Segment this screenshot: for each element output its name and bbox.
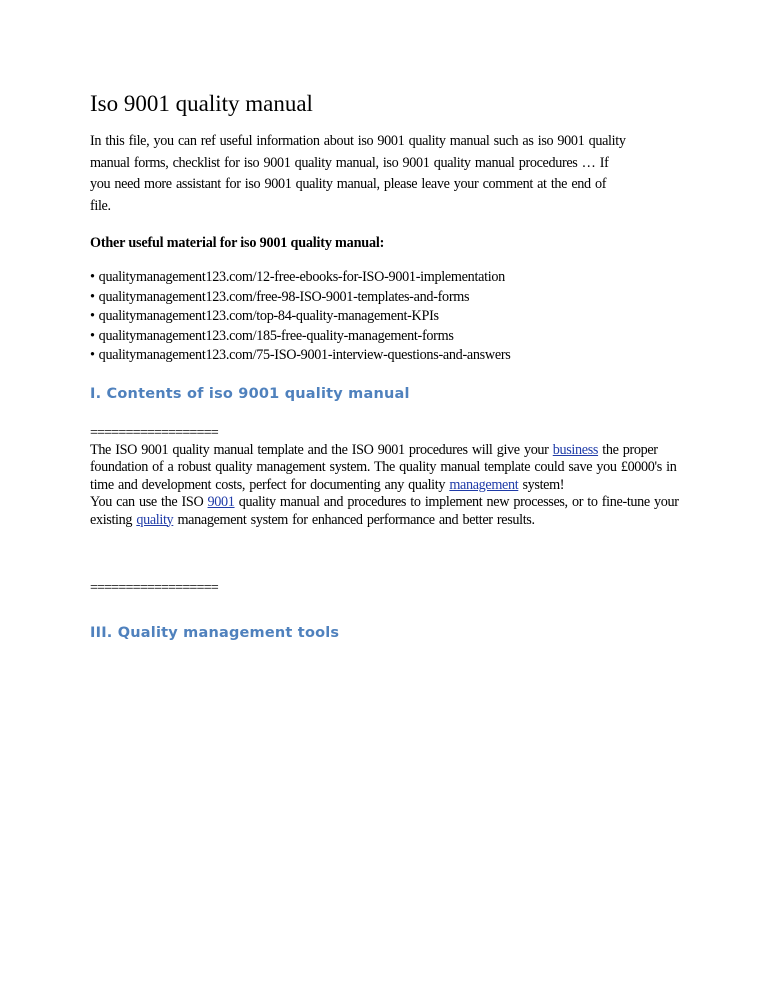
iso-9001-link[interactable]: 9001 (207, 494, 235, 510)
separator-rule: ================== (90, 424, 218, 441)
bullet-icon: • (90, 327, 95, 344)
paragraph-text: You can use the ISO (90, 494, 208, 510)
list-item (90, 327, 690, 347)
link-text: qualitymanagement123.com/free-98-ISO-9001-templates-and-forms (98, 288, 470, 305)
bullet-icon: • (90, 269, 95, 285)
template-paragraph (90, 442, 690, 495)
paragraph-text: The ISO 9001 quality manual template and the ISO 9001 procedures will give your (90, 441, 553, 458)
useful-links-list (90, 268, 690, 366)
quality-link[interactable]: quality (136, 511, 174, 528)
separator-rule: ================== (90, 580, 218, 596)
list-item (90, 307, 690, 327)
section-heading-tools: III. Quality management tools (90, 625, 340, 641)
intro-line-3: you need more assistant for iso 9001 quality manual, please leave your comment at the end of (90, 176, 607, 192)
paragraph-text: management system for enhanced performance and better results. (173, 511, 535, 528)
bullet-icon: • (90, 288, 95, 305)
usage-paragraph (90, 494, 690, 529)
list-item (90, 346, 690, 366)
paragraph-text: the proper foundation of a robust quality management system. The quality manual template could save you £0000's in time and development costs, perfect for documenting any quality (90, 441, 677, 493)
link-text: qualitymanagement123.com/185-free-quality-management-forms (98, 327, 454, 344)
useful-material-heading: Other useful material for iso 9001 quality manual: (90, 235, 385, 251)
intro-line-4: file. (90, 197, 111, 214)
link-text: qualitymanagement123.com/top-84-quality-management-KPIs (98, 308, 439, 324)
intro-line-1: In this file, you can ref useful information about iso 9001 quality manual such as iso 9001 quality (90, 133, 626, 149)
management-link[interactable]: management (449, 476, 519, 493)
list-item (90, 288, 690, 308)
link-text: qualitymanagement123.com/75-ISO-9001-interview-questions-and-answers (98, 347, 511, 363)
document-content (90, 90, 690, 641)
document-title: Iso 9001 quality manual (90, 91, 313, 116)
paragraph-text: system! (518, 476, 565, 493)
paragraph-text: quality manual and procedures to implement new processes, or to fine-tune your existing (90, 494, 679, 528)
link-text: qualitymanagement123.com/12-free-ebooks-for-ISO-9001-implementation (98, 269, 505, 285)
section-heading-contents: I. Contents of iso 9001 quality manual (90, 385, 410, 402)
intro-line-2: manual forms, checklist for iso 9001 quality manual, iso 9001 quality manual procedures … If (90, 154, 609, 171)
bullet-icon: • (90, 347, 95, 363)
intro-paragraph (90, 131, 690, 217)
bullet-icon: • (90, 308, 95, 324)
list-item (90, 268, 690, 288)
business-link[interactable]: business (552, 441, 599, 458)
